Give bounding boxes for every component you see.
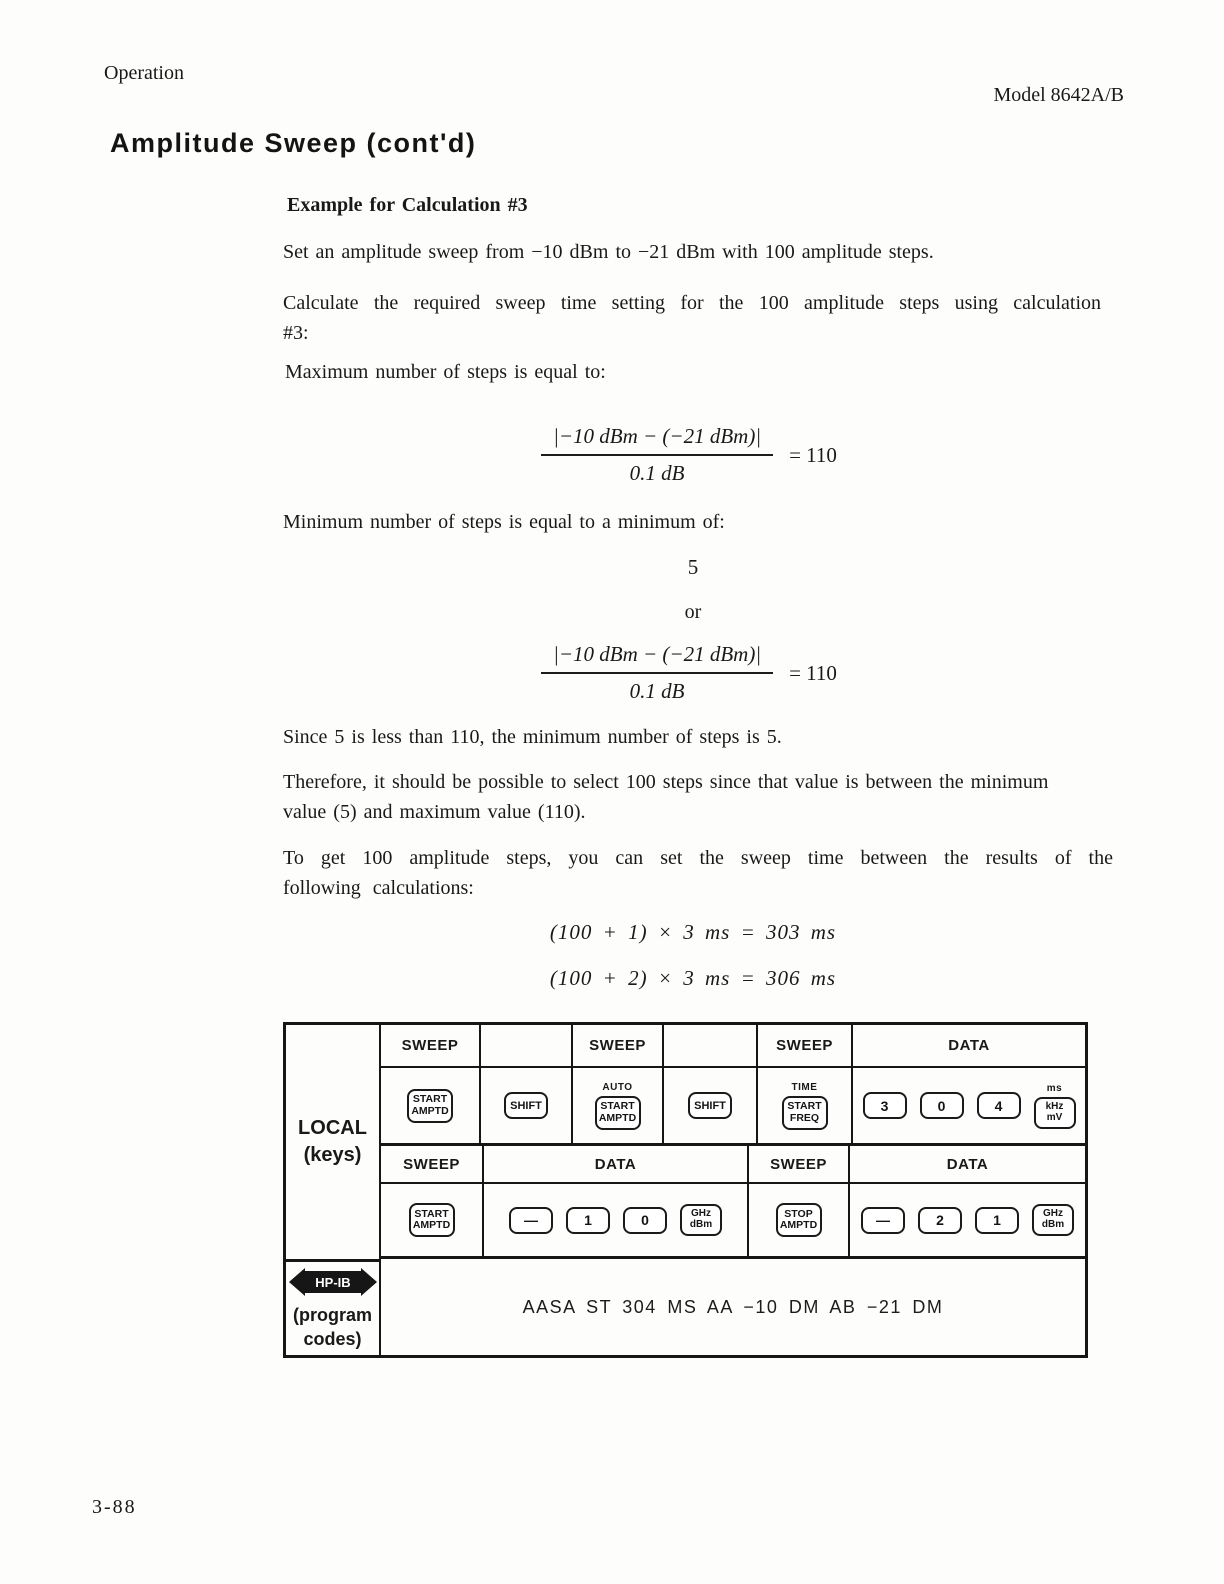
column-sweep-2 [571,1025,662,1143]
key-start-amptd: START AMPTD [595,1096,641,1130]
fraction-result: = 110 [789,442,837,467]
key-ghz-dbm: GHz dBm [680,1204,722,1236]
key-minus: — [861,1207,905,1234]
key-ghz-dbm: GHz dBm [1032,1204,1074,1236]
column-header: DATA [850,1146,1085,1184]
key-start-amptd: START AMPTD [407,1089,453,1123]
key-minus: — [509,1207,553,1234]
formula-min-steps [283,642,1095,704]
fraction-result: = 110 [789,660,837,685]
local-keys-cell [286,1025,381,1259]
paragraph-max-steps: Maximum number of steps is equal to: [285,361,606,383]
page-number: 3-88 [92,1496,137,1518]
key-shift: SHIFT [504,1092,548,1119]
header-model-label: Model 8642A/B [993,84,1124,106]
column-header [664,1025,756,1068]
key-digit-1: 1 [975,1207,1019,1234]
calc-line-303ms: (100 + 1) × 3 ms = 303 ms [549,920,837,944]
program-label-line1: (program [292,1305,372,1326]
local-label: LOCAL [298,1117,367,1139]
column-blank-2 [662,1025,756,1143]
header-section-label: Operation [104,62,184,84]
shifted-function-label: TIME [791,1081,818,1093]
column-data-2 [482,1146,747,1256]
or-word: or [684,601,702,623]
hpib-cell [286,1259,381,1355]
column-sweep-5 [747,1146,848,1256]
fraction-denominator: 0.1 dB [629,679,685,703]
paragraph-calculate: Calculate the required sweep time setting for the 100 amplitude steps using calculation #3: [283,292,1101,344]
formula-max-steps [283,424,1095,486]
keystroke-row-1 [381,1025,1085,1146]
page-title: Amplitude Sweep (cont'd) [110,128,477,158]
key-stop-amptd: STOP AMPTD [776,1203,822,1237]
key-start-freq: START FREQ [782,1096,828,1130]
paragraph-since: Since 5 is less than 110, the minimum number of steps is 5. [283,726,782,748]
fraction-numerator: |−10 dBm − (−21 dBm)| [541,642,773,674]
example-heading: Example for Calculation #3 [287,194,528,216]
column-sweep-4 [381,1146,482,1256]
key-shift: SHIFT [688,1092,732,1119]
column-header: SWEEP [381,1025,479,1068]
paragraph-to-get: To get 100 amplitude steps, you can set the sweep time between the results of the following calculations: [283,847,1113,899]
column-blank-1 [479,1025,571,1143]
key-digit-3: 3 [863,1092,907,1119]
key-digit-1: 1 [566,1207,610,1234]
paragraph-set-sweep: Set an amplitude sweep from −10 dBm to −21 dBm with 100 amplitude steps. [283,241,934,263]
fraction [541,642,773,704]
column-data-3 [848,1146,1085,1256]
column-header [481,1025,571,1068]
column-header: SWEEP [758,1025,851,1068]
key-start-amptd: START AMPTD [409,1203,455,1237]
shifted-function-label: AUTO [602,1081,633,1093]
hpib-double-arrow-icon [289,1266,377,1298]
column-data-1 [851,1025,1085,1143]
keystroke-row-2 [381,1146,1085,1259]
column-header: DATA [484,1146,747,1184]
program-code-text: AASA ST 304 MS AA −10 DM AB −21 DM [522,1296,944,1317]
key-digit-2: 2 [918,1207,962,1234]
paragraph-therefore: Therefore, it should be possible to select 100 steps since that value is between the minimum value (5) and maximum value (110). [283,771,1049,823]
hpib-badge [289,1266,377,1304]
column-sweep-3 [756,1025,851,1143]
paragraph-min-steps: Minimum number of steps is equal to a minimum of: [283,511,725,533]
key-khz-mv: kHz mV [1034,1097,1076,1129]
column-sweep-1 [381,1025,479,1143]
fraction-denominator: 0.1 dB [629,461,685,485]
column-header: SWEEP [573,1025,662,1068]
column-header: DATA [853,1025,1085,1068]
key-digit-0: 0 [920,1092,964,1119]
program-codes-row [381,1259,1085,1355]
fraction-numerator: |−10 dBm − (−21 dBm)| [541,424,773,456]
calc-line-306ms: (100 + 2) × 3 ms = 306 ms [549,966,837,990]
min-value: 5 [687,555,699,579]
column-header: SWEEP [381,1146,482,1184]
keystroke-table [283,1022,1088,1358]
hpib-badge-text: HP-IB [314,1275,351,1291]
key-digit-0: 0 [623,1207,667,1234]
key-with-shifted-function [595,1082,641,1130]
column-header: SWEEP [749,1146,848,1184]
local-keys-label: (keys) [303,1144,362,1166]
shifted-function-label: ms [1046,1082,1063,1094]
fraction [541,424,773,486]
key-with-shifted-function [782,1082,828,1130]
key-with-shifted-function [1034,1083,1076,1129]
program-label-line2: codes) [303,1328,362,1349]
key-digit-4: 4 [977,1092,1021,1119]
